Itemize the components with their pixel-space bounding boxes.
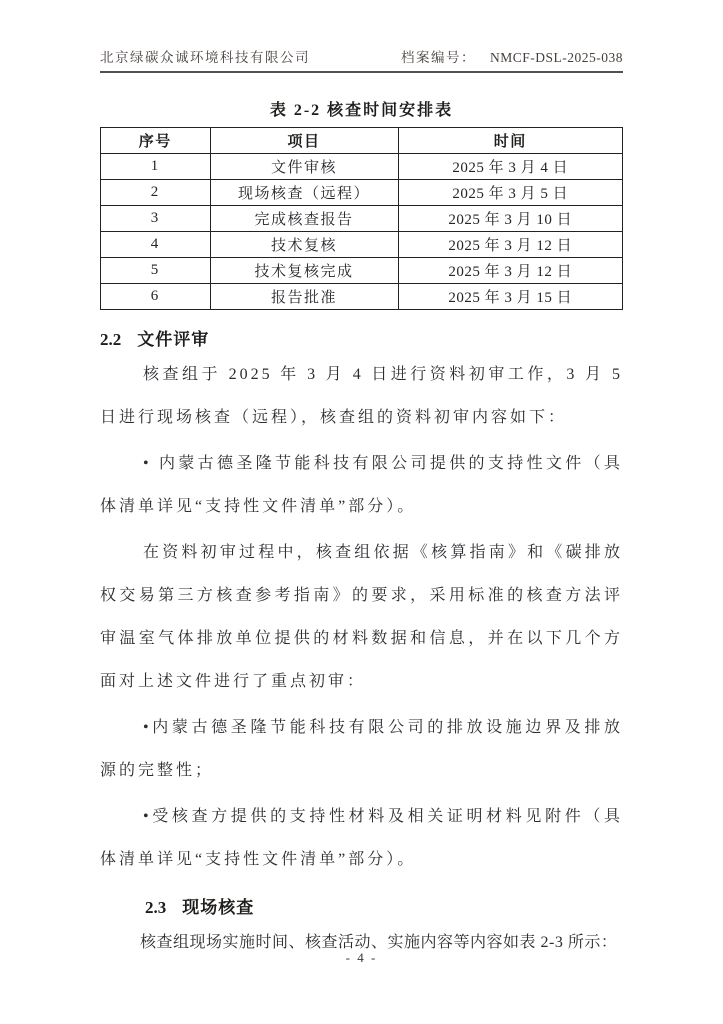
company-name: 北京绿碳众诚环境科技有限公司	[100, 50, 310, 65]
section-title: 文件评审	[137, 330, 210, 349]
cell-time: 2025 年 3 月 4 日	[398, 154, 622, 180]
cell-item: 完成核查报告	[210, 206, 398, 232]
bullet-item: • 内蒙古德圣隆节能科技有限公司提供的支持性文件（具体清单详见“支持性文件清单”部分）。	[100, 455, 623, 515]
cell-time: 2025 年 3 月 12 日	[398, 258, 622, 284]
cell-seq: 1	[101, 154, 211, 180]
section-number: 2.3	[145, 898, 167, 917]
bullet-item: •受核查方提供的支持性材料及相关证明材料见附件（具体清单详见“支持性文件清单”部分）。	[100, 808, 623, 868]
page-number: - 4 -	[345, 950, 378, 965]
bullet-item: •内蒙古德圣隆节能科技有限公司的排放设施边界及排放源的完整性；	[100, 719, 623, 779]
page-header	[100, 46, 623, 73]
paragraph: 在资料初审过程中，核查组依据《核算指南》和《碳排放权交易第三方核查参考指南》的要求，采用标准的核查方法评审温室气体排放单位提供的材料数据和信息，并在以下几个方面对上述文件进行了重点初审：	[100, 544, 623, 690]
section-title: 现场核查	[182, 898, 255, 917]
section-heading-2-3	[145, 893, 623, 918]
table-row	[101, 206, 623, 232]
cell-seq: 4	[101, 232, 211, 258]
cell-time: 2025 年 3 月 5 日	[398, 180, 622, 206]
cell-time: 2025 年 3 月 10 日	[398, 206, 622, 232]
table-row	[101, 284, 623, 310]
column-header-time: 时间	[398, 128, 622, 154]
archive-number-group	[401, 46, 623, 66]
cell-seq: 2	[101, 180, 211, 206]
paragraph: 核查组于 2025 年 3 月 4 日进行资料初审工作，3 月 5 日进行现场核查（远程），核查组的资料初审内容如下：	[100, 366, 623, 426]
column-header-seq: 序号	[101, 128, 211, 154]
table-row	[101, 180, 623, 206]
archive-label: 档案编号：	[400, 50, 476, 65]
paragraph: 核查组现场实施时间、核查活动、实施内容等内容如表 2-3 所示：	[140, 934, 618, 951]
table-row	[101, 232, 623, 258]
section-heading-2-2	[100, 325, 623, 350]
cell-seq: 3	[101, 206, 211, 232]
cell-time: 2025 年 3 月 12 日	[398, 232, 622, 258]
column-header-item: 项目	[210, 128, 398, 154]
archive-number: NMCF-DSL-2025-038	[489, 50, 623, 65]
table-row	[101, 154, 623, 180]
cell-seq: 6	[101, 284, 211, 310]
cell-item: 技术复核完成	[210, 258, 398, 284]
table-header-row	[101, 128, 623, 154]
cell-item: 技术复核	[210, 232, 398, 258]
section-number: 2.2	[100, 330, 122, 349]
cell-time: 2025 年 3 月 15 日	[398, 284, 622, 310]
schedule-table	[100, 127, 623, 310]
table-row	[101, 258, 623, 284]
cell-item: 现场核查（远程）	[210, 180, 398, 206]
cell-item: 报告批准	[210, 284, 398, 310]
cell-seq: 5	[101, 258, 211, 284]
table-caption: 表 2-2 核查时间安排表	[269, 102, 454, 119]
cell-item: 文件审核	[210, 154, 398, 180]
